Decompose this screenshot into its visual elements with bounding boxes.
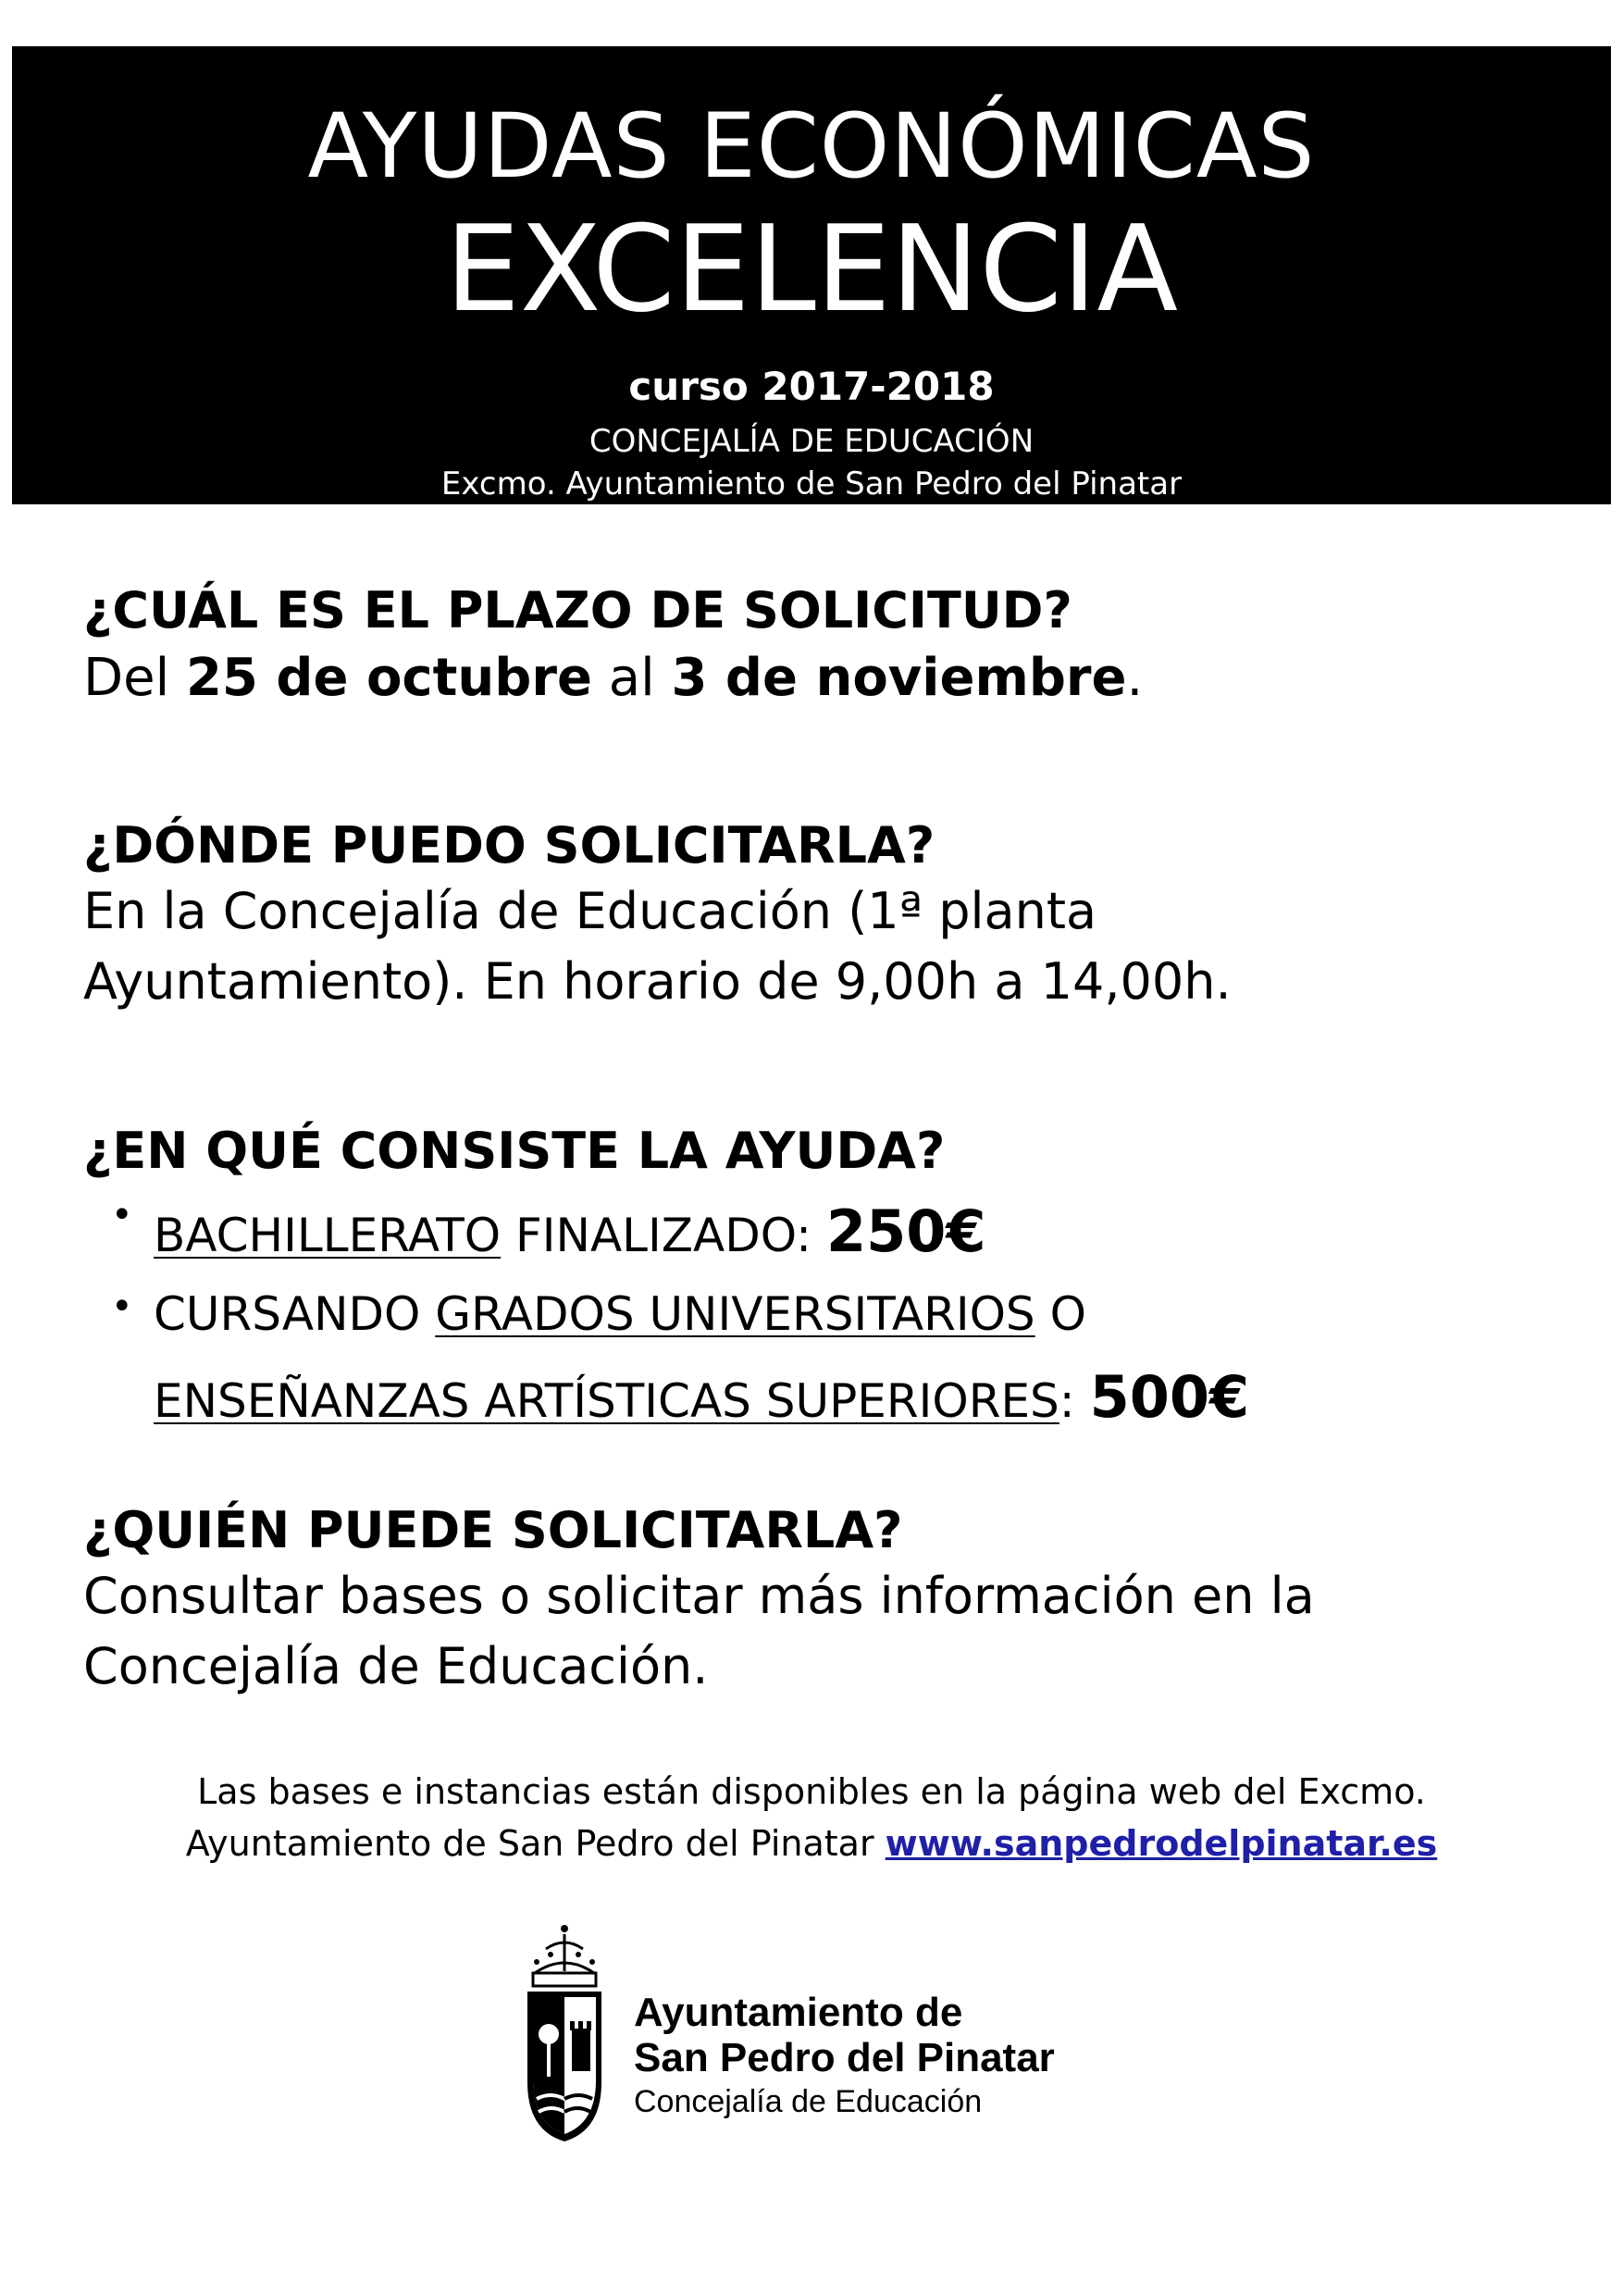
quien-question: ¿QUIÉN PUEDE SOLICITARLA?	[83, 1501, 903, 1559]
plazo-end: .	[1126, 647, 1144, 708]
list-item	[111, 1277, 1582, 1443]
coat-of-arms-icon	[518, 1916, 611, 2147]
plazo-question: ¿CUÁL ES EL PLAZO DE SOLICITUD?	[83, 581, 1072, 639]
item2-underlined2: ENSEÑANZAS ARTÍSTICAS SUPERIORES	[154, 1373, 1059, 1428]
item1-amount: 250€	[825, 1197, 986, 1265]
item2-pre: CURSANDO	[154, 1286, 421, 1341]
plazo-pre: Del	[83, 647, 170, 708]
footer-note-line2-wrap	[0, 1818, 1623, 1869]
town-hall-logo	[518, 1916, 1110, 2166]
logo-line2: San Pedro del Pinatar	[634, 2035, 1055, 2081]
header-department: CONCEJALÍA DE EDUCACIÓN	[588, 423, 1035, 460]
plazo-end-date: 3 de noviembre	[671, 647, 1127, 708]
donde-line1: En la Concejalía de Educación (1ª planta	[83, 881, 1097, 940]
consiste-list	[83, 1185, 1582, 1443]
item1-underlined: BACHILLERATO	[154, 1208, 502, 1262]
list-item	[111, 1185, 1582, 1277]
section-quien	[83, 1501, 1582, 1703]
website-link[interactable]: www.sanpedrodelpinatar.es	[885, 1823, 1438, 1865]
quien-line2: Concejalía de Educación.	[83, 1637, 709, 1696]
header-subtitle: EXCELENCIA	[444, 201, 1179, 339]
logo-line3: Concejalía de Educación	[634, 2083, 983, 2119]
item2-underlined1: GRADOS UNIVERSITARIOS	[435, 1286, 1035, 1341]
donde-question: ¿DÓNDE PUEDO SOLICITARLA?	[83, 816, 935, 875]
section-donde	[83, 816, 1582, 1018]
logo-text	[634, 1990, 1055, 2122]
header-banner	[12, 46, 1611, 504]
plazo-answer	[83, 641, 1582, 715]
footer-note	[0, 1766, 1623, 1869]
consiste-question: ¿EN QUÉ CONSISTE LA AYUDA?	[83, 1122, 946, 1180]
footer-note-line2: Ayuntamiento de San Pedro del Pinatar	[185, 1823, 874, 1865]
item1-text: FINALIZADO:	[515, 1208, 812, 1262]
footer-note-line1: Las bases e instancias están disponibles en la página web del Excmo.	[197, 1771, 1426, 1812]
header-course: curso 2017-2018	[628, 364, 995, 409]
header-town-hall: Excmo. Ayuntamiento de San Pedro del Pinatar	[440, 465, 1183, 503]
plazo-middle: al	[608, 647, 655, 708]
section-plazo	[83, 581, 1582, 714]
item2-colon: :	[1059, 1373, 1075, 1428]
header-title: AYUDAS ECONÓMICAS	[307, 94, 1316, 198]
donde-line2: Ayuntamiento). En horario de 9,00h a 14,00h.	[83, 952, 1232, 1011]
quien-line1: Consultar bases o solicitar más información en la	[83, 1566, 1315, 1625]
logo-line1: Ayuntamiento de	[634, 1990, 963, 2035]
item2-amount: 500€	[1089, 1362, 1250, 1431]
item2-mid: O	[1049, 1286, 1086, 1341]
section-consiste	[83, 1122, 1582, 1443]
plazo-start-date: 25 de octubre	[185, 647, 592, 708]
